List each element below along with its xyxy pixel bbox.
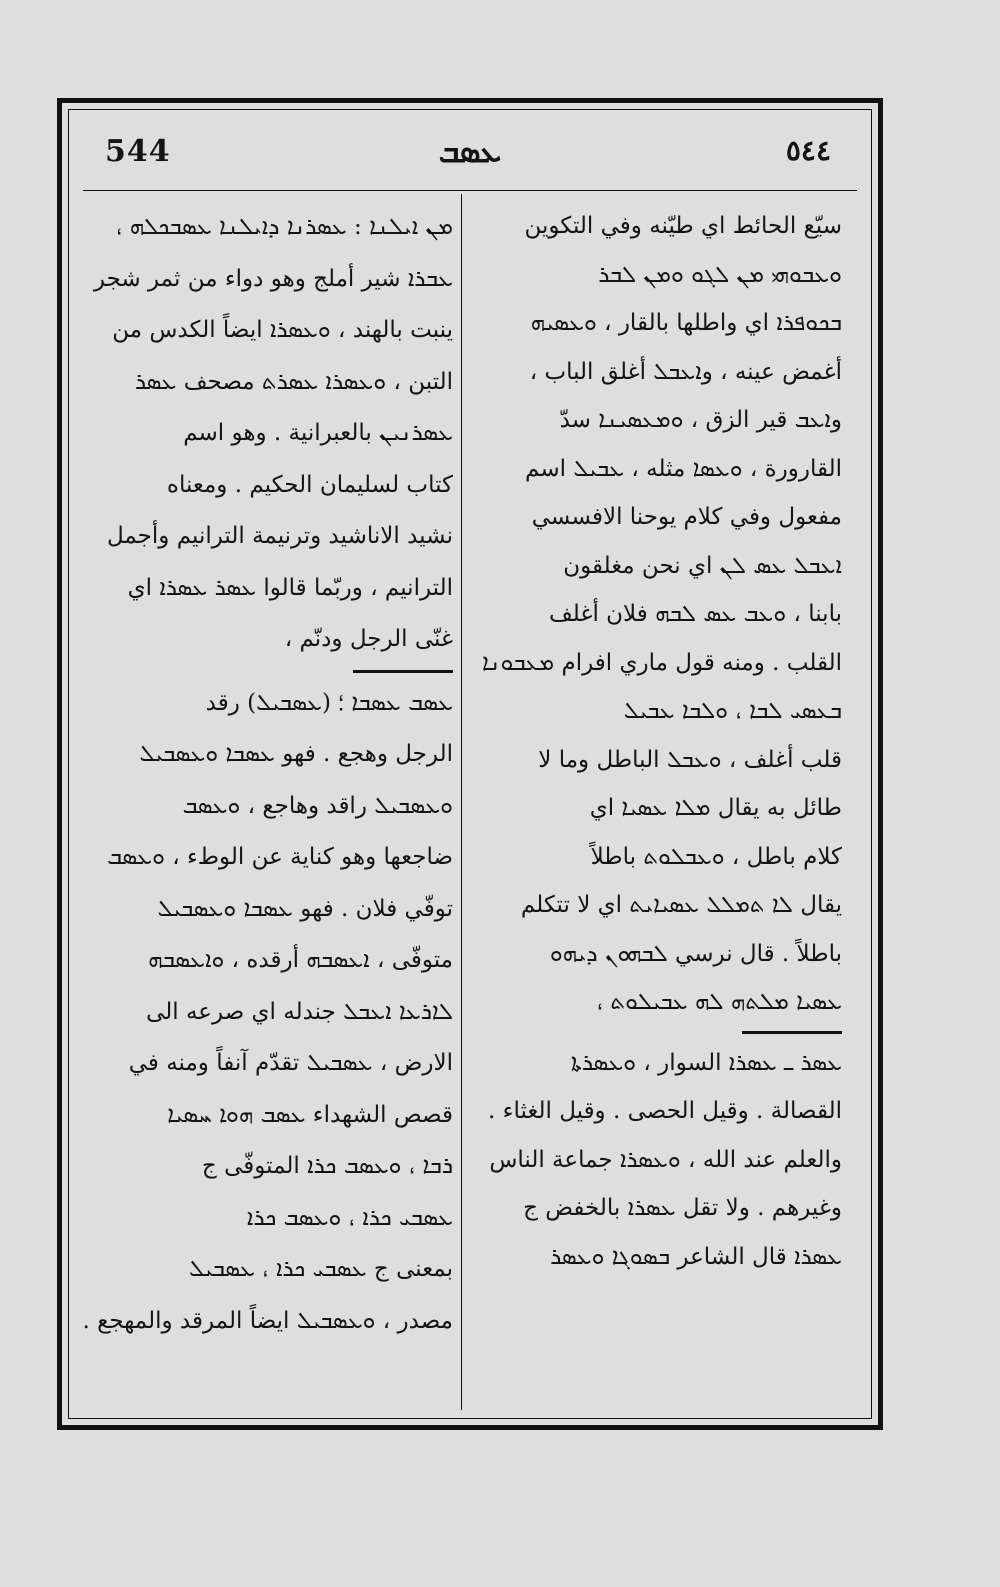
- text-line: ܪܒܐ ، ܘܥܣܒ ܟܪܐ المتوفّى ج: [201, 1153, 453, 1179]
- text-line: ܥܣܒ ܥܣܒܐ ؛ (ܥܣܒܝܠ) رقد: [205, 689, 453, 716]
- text-line: وغيرهم . ولا تقل ܥܣܪܐ بالخفض ج: [523, 1195, 842, 1221]
- page-number-latin: 544: [105, 134, 171, 169]
- text-line: أغمض عينه ، وܐܥܒܠ أغلق الباب ،: [529, 358, 842, 385]
- text-line: طائل به يقال ܡܠܐ ܥܣܝܐ اي: [589, 795, 842, 821]
- text-line: ينبت بالهند ، ܘܥܣܪܐ ايضاً الكدس من: [112, 317, 453, 343]
- section-rule: [467, 1027, 842, 1039]
- inner-border: [68, 109, 872, 1419]
- text-line: ܒܥܣܝ ܠܒܐ ، ܘܠܒܐ ܥܒܝܠ: [623, 698, 842, 724]
- text-line: بابنا ، ܘܥܒ ܥܣ ܠܒܗ فلان أغلف: [549, 601, 842, 627]
- text-line: قصص الشهداء ܥܣܒ ܗܘܐ ܚܣܝܐ: [167, 1101, 453, 1128]
- text-line: ܘܥܣܒܝܠ راقد وهاجع ، ܘܥܣܒ: [182, 792, 453, 819]
- text-line: نشيد الاناشيد وترنيمة الترانيم وأجمل: [106, 523, 453, 549]
- text-line: القلب . ومنه قول ماري افرام ܡܥܒܘܢܐ: [482, 649, 842, 676]
- text-line: مفعول وفي كلام يوحنا الافسسي: [531, 504, 842, 530]
- page-header: [69, 110, 871, 192]
- text-line: الترانيم ، وربّما قالوا ܥܣܪ ܥܣܪܐ اي: [127, 574, 453, 601]
- text-line: ܘܥܒܘܗܝ ܡܢ ܠܓܘ ܘܡܢ ܠܒܪ: [598, 261, 842, 288]
- text-line: والعلم عند الله ، ܘܥܣܪܐ جماعة الناس: [489, 1146, 842, 1173]
- text-line: ܡܢ ܐܝܠܢܐ : ܥܣܪܢܐ ܕܐܝܠܢܐ ܥܣܒܟܠܗ ،: [116, 214, 453, 240]
- page-number-arabic: ٥٤٤: [785, 134, 831, 167]
- text-line: ܠܐܪܥܐ ܐܥܒܠ جندله اي صرعه الى: [146, 998, 453, 1025]
- text-line: القصالة . وقيل الحصى . وقيل الغثاء .: [488, 1098, 842, 1124]
- text-line: ܥܣܒܝ ܟܪܐ ، ܘܥܣܒ ܟܪܐ: [246, 1204, 453, 1231]
- text-line: ܥܣܪ ـ ܥܣܪܐ السوار ، ܘܥܣܪܬܐ: [570, 1049, 842, 1076]
- text-line: كلام باطل ، ܘܥܒܠܘܬ باطلاً: [590, 843, 842, 870]
- text-line: مصدر ، ܘܥܣܒܝܠ ايضاً المرقد والمهجع .: [83, 1307, 453, 1334]
- section-rule: [83, 666, 453, 678]
- text-line: ܐܥܒܠ ܥܣ ܠܢ اي نحن مغلقون: [563, 552, 842, 579]
- text-line: الرجل وهجع . فهو ܥܣܒܐ ܘܥܣܒܝܠ: [139, 741, 453, 767]
- text-line: بمعنى ج ܥܣܒܝ ܟܪܐ ، ܥܣܒܝܠ: [189, 1256, 453, 1282]
- text-line: سيّع الحائط اي طيّنه وفي التكوين: [524, 213, 842, 239]
- text-line: ܒܟܘܦܪܐ اي واطلها بالقار ، ܘܥܣܝܗ: [530, 310, 842, 336]
- text-line: ܥܣܪܢܝܢ بالعبرانية . وهو اسم: [183, 420, 453, 446]
- left-column: [83, 202, 453, 1347]
- text-line: ضاجعها وهو كناية عن الوطء ، ܘܥܣܒ: [107, 844, 453, 870]
- text-line: باطلاً . قال نرسي ܠܒܗܘܢ ܕܝܗܘ: [549, 940, 842, 967]
- right-column: [467, 202, 842, 1281]
- text-line: ܥܒܪܐ شير أملج وهو دواء من ثمر شجر: [93, 265, 453, 292]
- text-line: متوفّى ، ܐܥܣܒܗ أرقده ، ܘܐܥܣܒܗ: [148, 947, 453, 973]
- text-line: الارض ، ܥܣܒܝܠ تقدّم آنفاً ومنه في: [128, 1050, 453, 1076]
- text-line: توفّي فلان . فهو ܥܣܒܐ ܘܥܣܒܝܠ: [157, 895, 453, 922]
- text-line: ܥܣܝܐ ܡܠܬܗ ܠܗ ܥܒܝܠܘܬ ،: [596, 989, 842, 1015]
- text-line: يقال ܠܐ ܬܡܠܠ ܥܣܝܐܝܬ اي لا تتكلم: [520, 892, 842, 918]
- running-head: ܥܣܒ: [438, 132, 502, 170]
- text-line: القارورة ، ܘܥܣܐ مثله ، ܥܒܝܠ اسم: [525, 455, 842, 482]
- text-line: التبن ، ܘܥܣܪܐ ܥܣܪܬ مصحف ܥܣܪ: [134, 368, 453, 395]
- text-line: وܐܥܒ قير الزق ، ܘܡܥܣܝܢܐ سدّ: [559, 407, 842, 433]
- column-divider: [461, 194, 462, 1410]
- text-line: قلب أغلف ، ܘܥܒܠ الباطل وما لا: [538, 746, 842, 773]
- text-line: غنّى الرجل ودنّم ،: [284, 626, 453, 652]
- header-rule: [83, 190, 857, 191]
- text-line: كتاب لسليمان الحكيم . ومعناه: [166, 471, 453, 498]
- text-line: ܥܣܪܐ قال الشاعر ܒܣܘܓܐ ܘܥܣܪ: [550, 1243, 842, 1270]
- page-border: [57, 98, 883, 1430]
